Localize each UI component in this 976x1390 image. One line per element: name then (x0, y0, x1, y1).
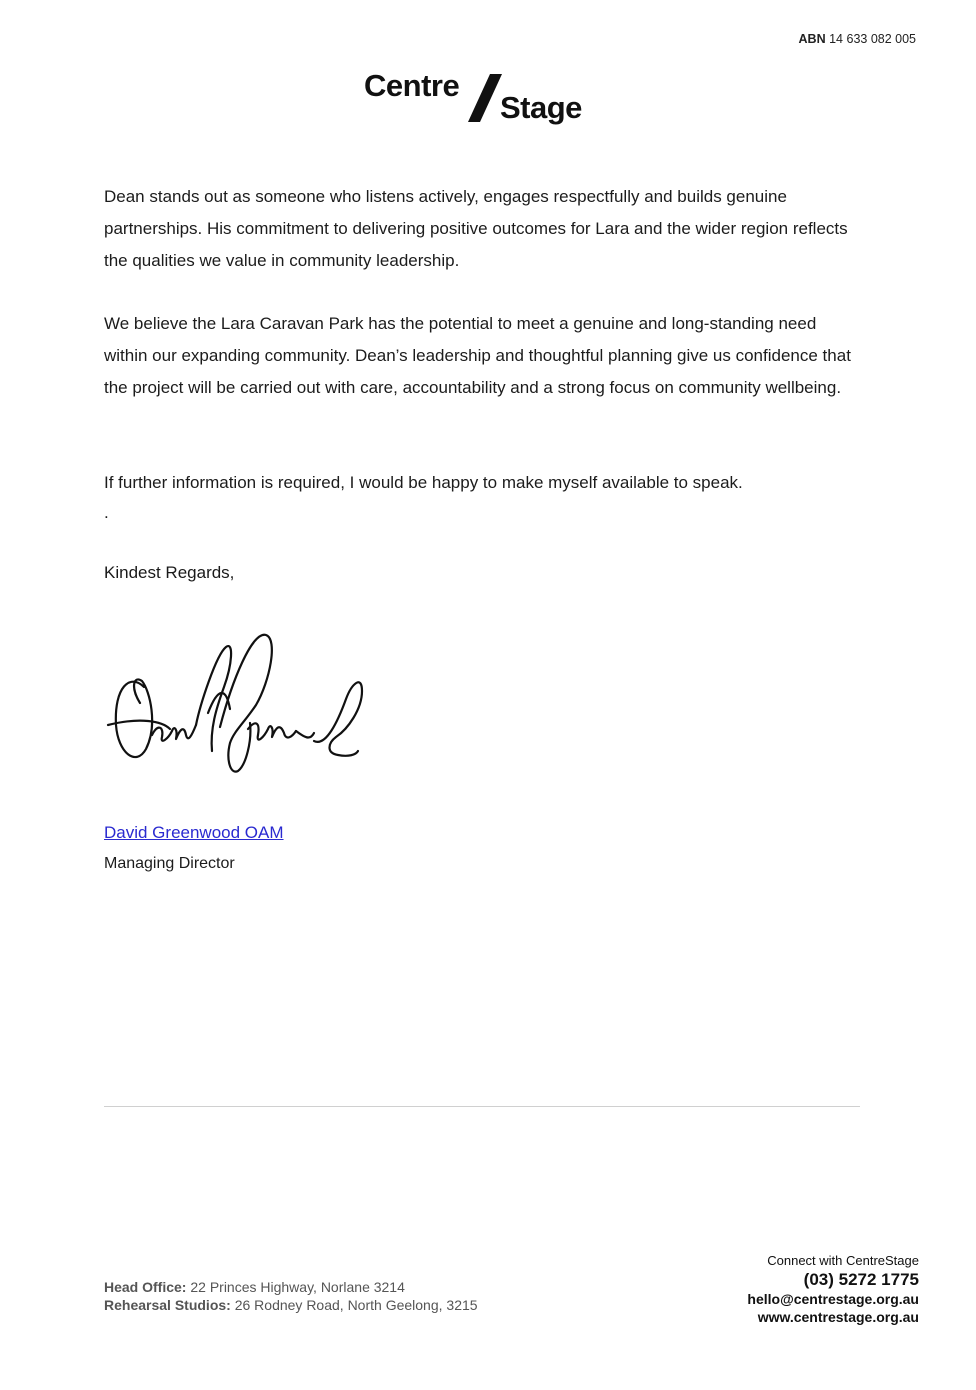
abn-line (799, 32, 916, 46)
footer-addresses (104, 1278, 478, 1314)
letter-paragraph-1: Dean stands out as someone who listens actively, engages respectfully and builds genuine partnerships. His commitment to delivering positive outcomes for Lara and the wider region reflects the qualities we value in community leadership. (104, 187, 848, 270)
email-address: hello@centrestage.org.au (747, 1291, 919, 1307)
abn-label: ABN (798, 32, 826, 46)
head-office-address: 22 Princes Highway, Norlane 3214 (186, 1279, 405, 1295)
signatory-title: Managing Director (104, 855, 235, 872)
centrestage-logo (362, 66, 602, 132)
stray-dot: . (104, 503, 109, 522)
logo-word-stage: Stage (500, 90, 582, 125)
phone-number: (03) 5272 1775 (803, 1270, 919, 1289)
signatory-name-link[interactable]: David Greenwood OAM (104, 823, 284, 842)
handwritten-signature (100, 625, 370, 780)
abn-number: 14 633 082 005 (829, 32, 916, 46)
rehearsal-studios-label: Rehearsal Studios: (104, 1297, 231, 1313)
letter-paragraph-3: If further information is required, I would be happy to make myself available to speak. (104, 473, 743, 492)
rehearsal-studios-address: 26 Rodney Road, North Geelong, 3215 (230, 1297, 478, 1313)
head-office-label: Head Office: (104, 1279, 187, 1295)
footer-contact-block (747, 1252, 919, 1326)
website-address: www.centrestage.org.au (757, 1309, 919, 1325)
rehearsal-studios-line (104, 1296, 478, 1314)
logo-word-centre: Centre (364, 68, 460, 103)
closing-salutation: Kindest Regards, (104, 563, 235, 582)
letter-paragraph-2: We believe the Lara Caravan Park has the potential to meet a genuine and long-standing need within our expanding community. Dean’s leadership and thoughtful planning give us confidence that the project will be carried out with care, accountability and a strong focus on community wellbeing. (104, 314, 851, 397)
connect-label: Connect with CentreStage (767, 1253, 919, 1268)
head-office-line (104, 1278, 478, 1296)
footer-divider (104, 1106, 860, 1107)
